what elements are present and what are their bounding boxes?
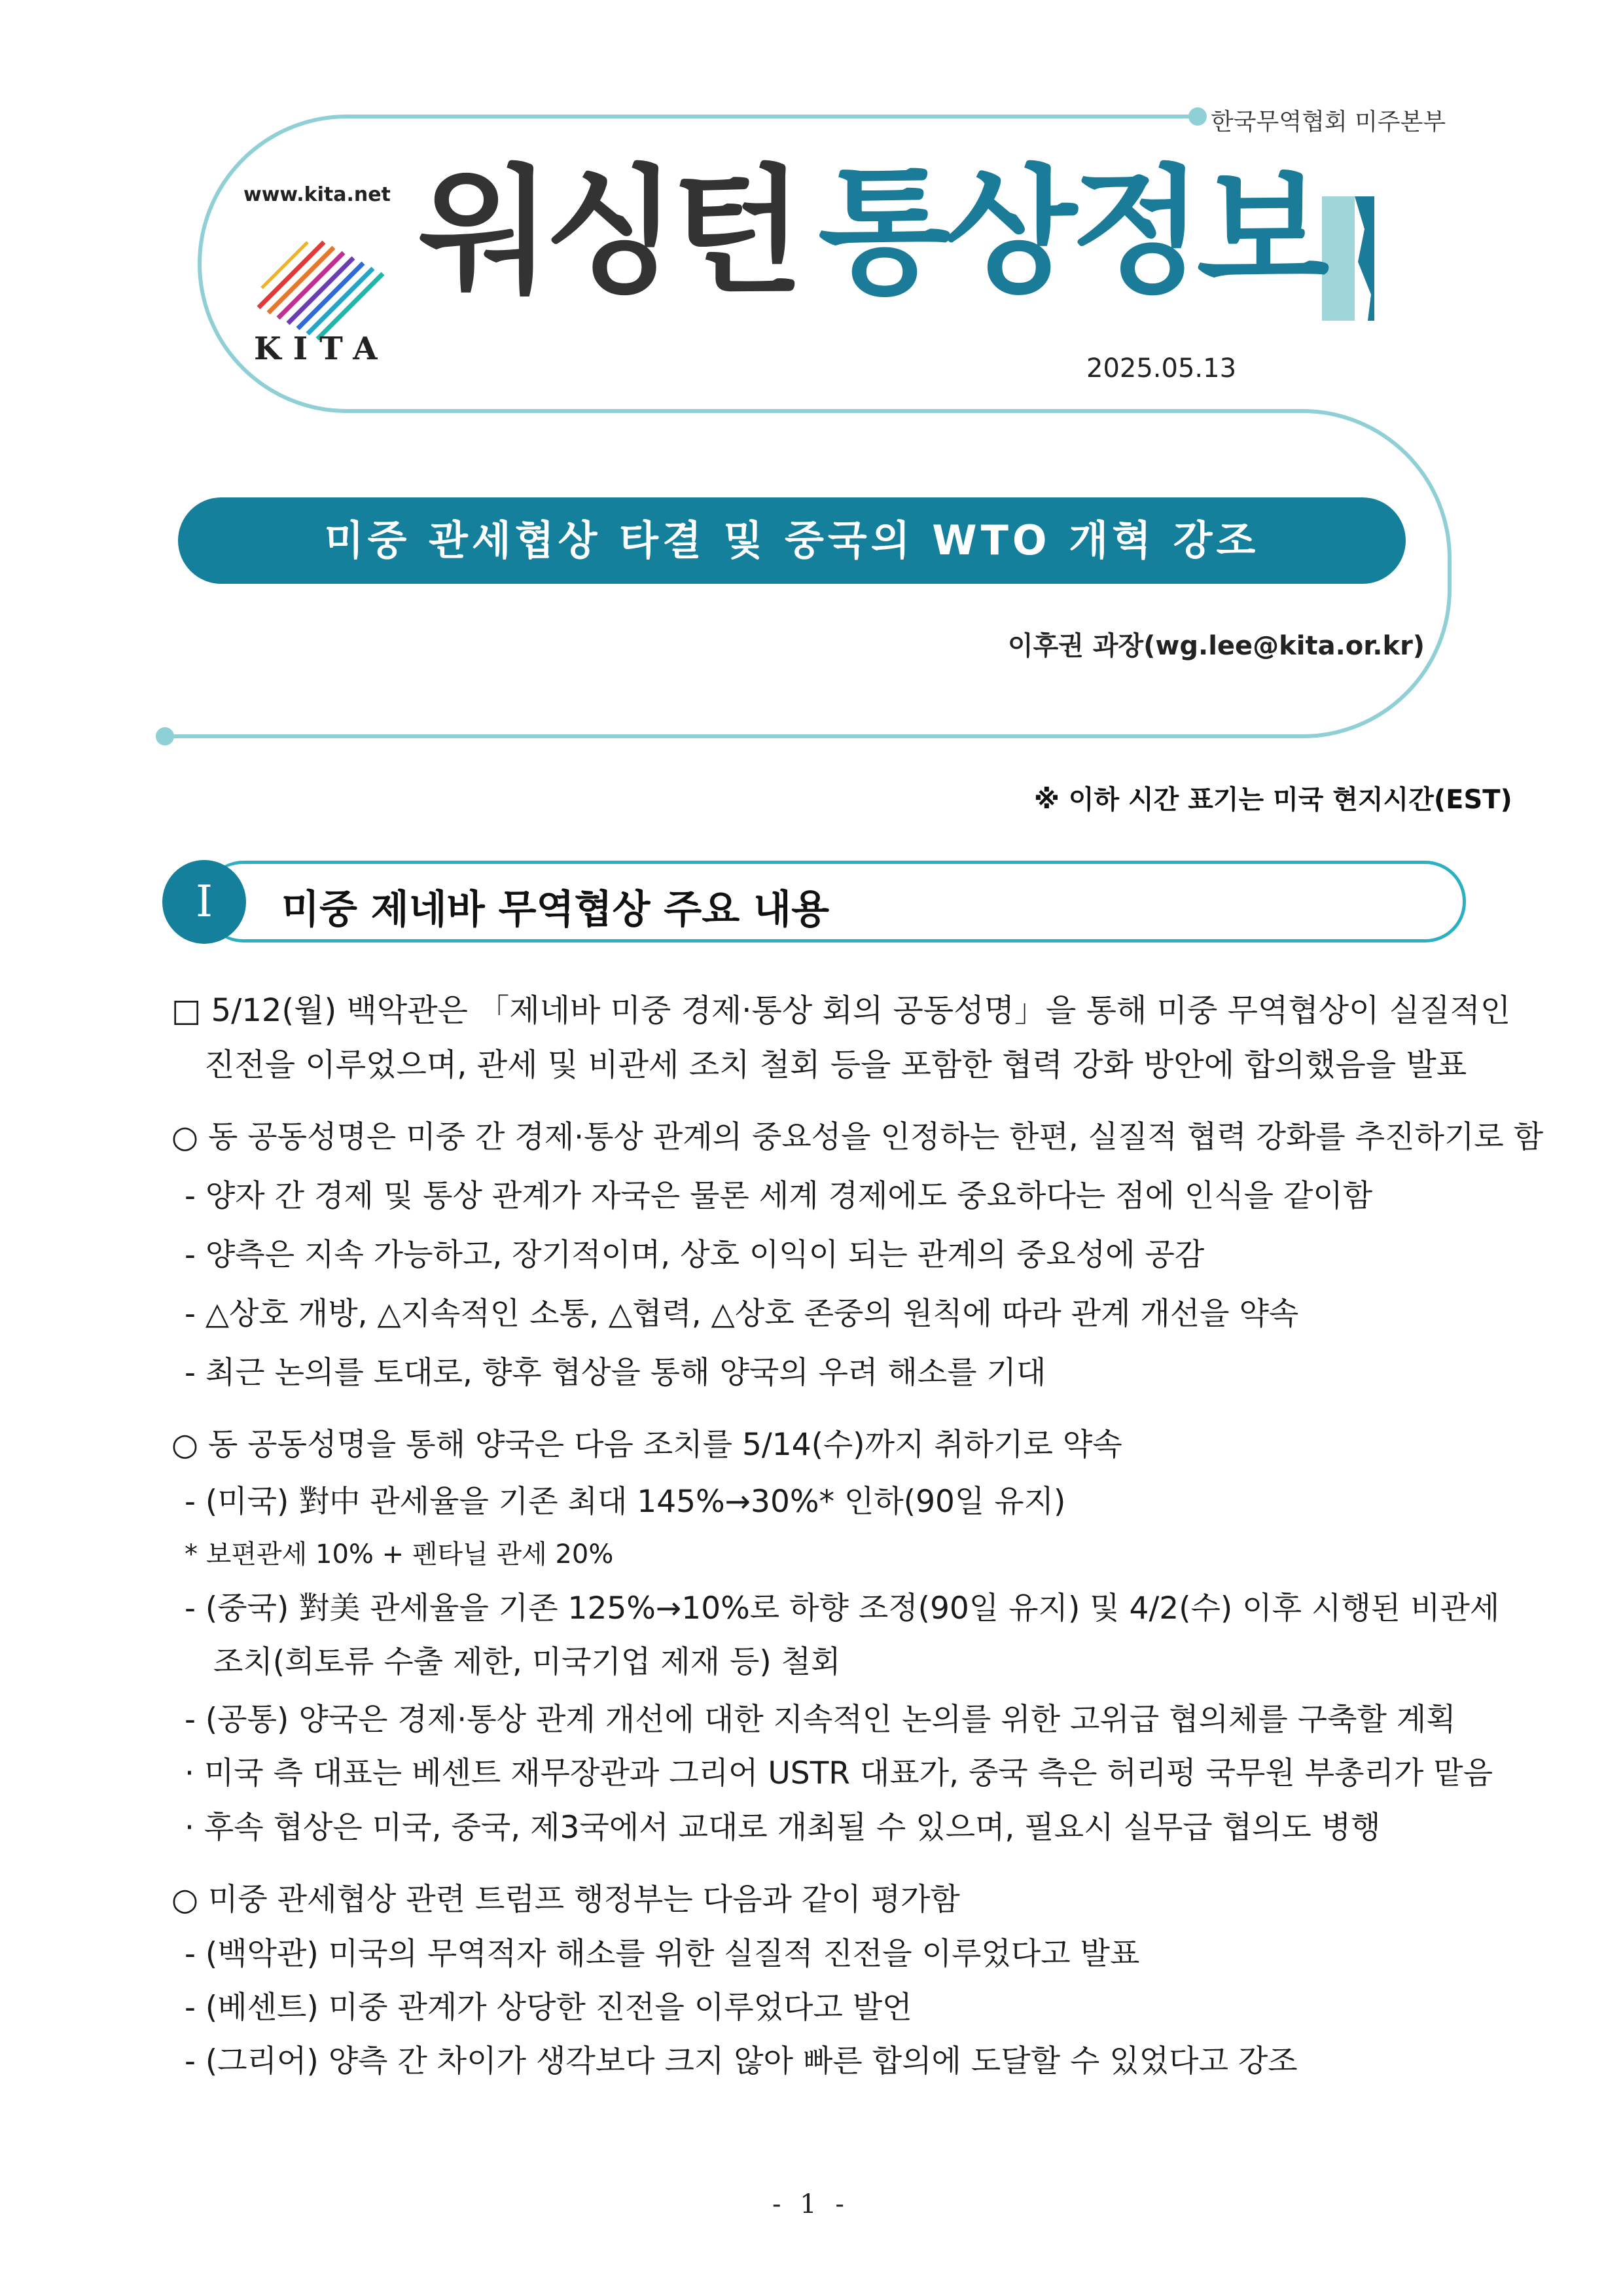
list-item: - 양자 간 경제 및 통상 관계가 자국은 물론 세계 경제에도 중요하다는 점에 인식을 같이함: [185, 1178, 1373, 1214]
publication-title-part1: 워싱턴: [419, 152, 798, 312]
list-item: - 양측은 지속 가능하고, 장기적이며, 상호 이익이 되는 관계의 중요성에 공감: [185, 1237, 1205, 1273]
page-number: - 1 -: [772, 2189, 849, 2219]
website-link[interactable]: www.kita.net: [243, 183, 391, 206]
organization-label: 한국무역협회 미주본부: [1211, 109, 1446, 135]
time-note: ※ 이하 시간 표기는 미국 현지시간(EST): [1034, 785, 1512, 815]
list-item: - (그리어) 양측 간 차이가 생각보다 크지 않아 빠른 합의에 도달할 수 있었다고 강조: [185, 2043, 1298, 2079]
list-item: - (백악관) 미국의 무역적자 해소를 위한 실질적 진전을 이루었다고 발표: [185, 1936, 1140, 1972]
frame-dot-top: [1188, 107, 1207, 126]
bullet-heading: ○ 동 공동성명은 미중 간 경제·통상 관계의 중요성을 인정하는 한편, 실질적 협력 강화를 추진하기로 함: [171, 1119, 1544, 1155]
sub-list-item: · 후속 협상은 미국, 중국, 제3국에서 교대로 개최될 수 있으며, 필요시 실무급 협의도 병행: [185, 1810, 1381, 1846]
list-item: - (베센트) 미중 관계가 상당한 진전을 이루었다고 발언: [185, 1990, 912, 2026]
paragraph-line: 진전을 이루었으며, 관세 및 비관세 조치 철회 등을 포함한 협력 강화 방안에 합의했음을 발표: [204, 1047, 1467, 1083]
sub-list-item: · 미국 측 대표는 베센트 재무장관과 그리어 USTR 대표가, 중국 측은 허리펑 국무원 부총리가 맡음: [185, 1755, 1493, 1791]
author-contact: 이후권 과장(wg.lee@kita.or.kr): [1008, 631, 1425, 661]
bullet-heading: ○ 동 공동성명을 통해 양국은 다음 조치를 5/14(수)까지 취하기로 약속: [171, 1427, 1122, 1463]
title-bar-icon: [1322, 196, 1374, 321]
report-title-banner: 미중 관세협상 타결 및 중국의 WTO 개혁 강조: [178, 497, 1406, 584]
footnote: * 보편관세 10% + 펜타닐 관세 20%: [185, 1539, 614, 1570]
list-item: - 최근 논의를 토대로, 향후 협상을 통해 양국의 우려 해소를 기대: [185, 1355, 1046, 1391]
kita-logo-text: KITA: [254, 331, 389, 367]
list-item: - (미국) 對中 관세율을 기존 최대 145%→30%* 인하(90일 유지): [185, 1484, 1066, 1520]
frame-dot-bottom: [156, 727, 174, 745]
list-item: - △상호 개방, △지속적인 소통, △협력, △상호 존중의 원칙에 따라 관계 개선을 약속: [185, 1296, 1299, 1332]
bullet-heading: ○ 미중 관세협상 관련 트럼프 행정부는 다음과 같이 평가함: [171, 1882, 960, 1918]
list-item: - (공통) 양국은 경제·통상 관계 개선에 대한 지속적인 논의를 위한 고위급 협의체를 구축할 계획: [185, 1702, 1456, 1738]
kita-logo-icon: [259, 242, 383, 339]
list-item: - (중국) 對美 관세율을 기존 125%→10%로 하향 조정(90일 유지) 및 4/2(수) 이후 시행된 비관세: [185, 1590, 1500, 1626]
publication-date: 2025.05.13: [1086, 353, 1237, 384]
paragraph-line: □ 5/12(월) 백악관은 「제네바 미중 경제·통상 회의 공동성명」을 통해 미중 무역협상이 실질적인: [171, 992, 1511, 1029]
section-number: Ⅰ: [162, 860, 246, 944]
publication-title-part2: 통상정보: [818, 152, 1323, 312]
section-title: 미중 제네바 무역협상 주요 내용: [281, 887, 830, 933]
list-item: 조치(희토류 수출 제한, 미국기업 제재 등) 철회: [213, 1644, 841, 1680]
